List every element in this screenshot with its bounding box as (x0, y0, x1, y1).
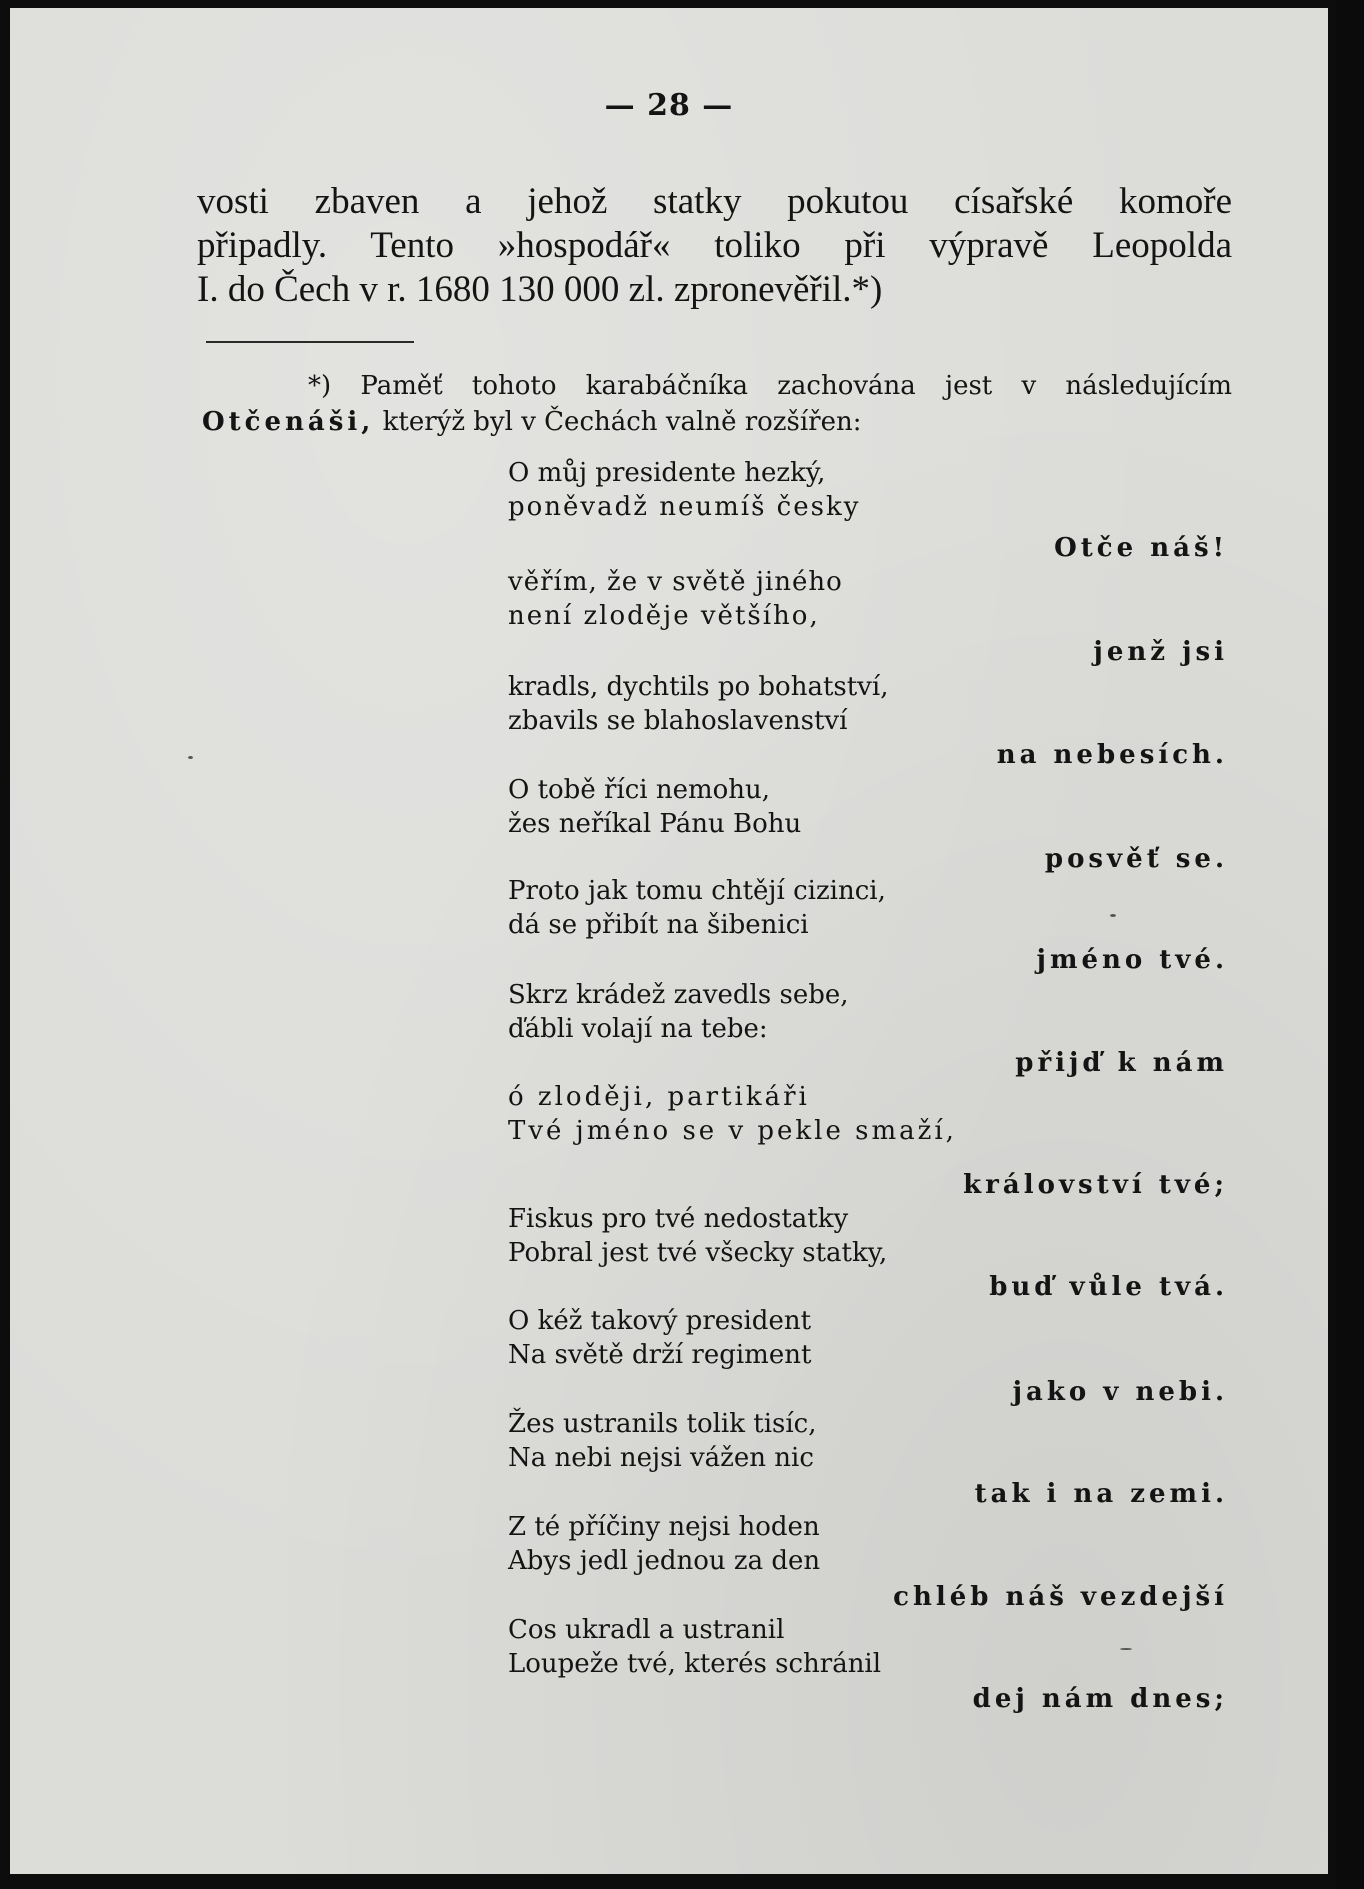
body-line: I. do Čech v r. 1680 130 000 zl. zpronevěřil.*) (197, 269, 883, 310)
poem-refrain: buď vůle tvá. (989, 1272, 1228, 1302)
footnote-line: *) Paměť tohoto karabáčníka zachována jest v následujícím (308, 371, 1232, 401)
poem-refrain: Otče náš! (1054, 533, 1228, 563)
poem (10, 8, 1328, 1874)
poem-stanza (508, 565, 843, 633)
poem-line: kradls, dychtils po bohatství, (508, 672, 889, 702)
poem-stanza (508, 978, 849, 1046)
poem-line: ďábli volají na tebe: (508, 1014, 768, 1044)
poem-line: Fiskus pro tvé nedostatky (508, 1204, 849, 1234)
poem-line: Tvé jméno se v pekle smaží, (508, 1116, 957, 1146)
poem-line: žes neříkal Pánu Bohu (508, 809, 802, 839)
poem-line: poněvadž neumíš česky (508, 492, 861, 522)
poem-line: Na nebi nejsi vážen nic (508, 1443, 814, 1473)
poem-line: O můj presidente hezký, (508, 458, 826, 488)
footnote-line-rest: kterýž byl v Čechách valně rozšířen: (374, 407, 862, 437)
poem-stanza (508, 1613, 881, 1681)
poem-line: Pobral jest tvé všecky statky, (508, 1238, 888, 1268)
poem-stanza (508, 773, 801, 841)
poem-line: Abys jedl jednou za den (508, 1546, 821, 1576)
body-line: vosti zbaven a jehož statky pokutou císařské komoře (197, 181, 1232, 222)
poem-refrain: tak i na zemi. (974, 1479, 1228, 1509)
poem-line: ó zloději, partikáři (508, 1082, 810, 1112)
poem-line: Loupeže tvé, kterés schránil (508, 1649, 882, 1679)
poem-line: Cos ukradl a ustranil (508, 1615, 785, 1645)
poem-refrain: jako v nebi. (1012, 1377, 1228, 1407)
poem-line: O tobě říci nemohu, (508, 775, 771, 805)
poem-line: věřím, že v světě jiného (508, 567, 843, 597)
scanned-page (10, 8, 1328, 1874)
poem-line: není zloděje většího, (508, 601, 820, 631)
poem-line: O kéž takový president (508, 1306, 812, 1336)
poem-refrain: přijď k nám (1015, 1048, 1228, 1078)
poem-refrain: na nebesích. (996, 740, 1228, 770)
poem-line: Na světě drží regiment (508, 1340, 812, 1370)
poem-refrain: chléb náš vezdejší (893, 1582, 1228, 1612)
scan-speck (188, 756, 193, 759)
scan-edge (1336, 0, 1364, 1889)
footnote-otcenas-word: Otčenáši, (202, 407, 375, 437)
poem-line: Skrz krádež zavedls sebe, (508, 980, 849, 1010)
poem-stanza (508, 874, 886, 942)
poem-refrain: jméno tvé. (1036, 945, 1228, 975)
poem-stanza (508, 1304, 811, 1372)
poem-refrain: dej nám dnes; (972, 1684, 1228, 1714)
poem-line: Proto jak tomu chtějí cizinci, (508, 876, 886, 906)
poem-refrain: jenž jsi (1093, 637, 1228, 667)
poem-stanza (508, 1080, 957, 1148)
poem-line: Žes ustranils tolik tisíc, (508, 1409, 817, 1439)
poem-line: Z té příčiny nejsi hoden (508, 1512, 820, 1542)
scan-speck (1120, 1648, 1132, 1650)
poem-stanza (508, 1407, 817, 1475)
page-number: — 28 — (604, 88, 734, 123)
poem-line: zbavils se blahoslavenství (508, 706, 848, 736)
poem-stanza (508, 1202, 887, 1270)
poem-stanza (508, 670, 888, 738)
body-line: připadly. Tento »hospodář« toliko při výpravě Leopolda (197, 225, 1232, 266)
poem-stanza (508, 1510, 820, 1578)
poem-refrain: království tvé; (963, 1170, 1228, 1200)
poem-refrain: posvěť se. (1044, 844, 1228, 874)
poem-stanza (508, 456, 860, 524)
poem-line: dá se přibít na šibenici (508, 910, 809, 940)
scan-speck (1110, 914, 1116, 917)
